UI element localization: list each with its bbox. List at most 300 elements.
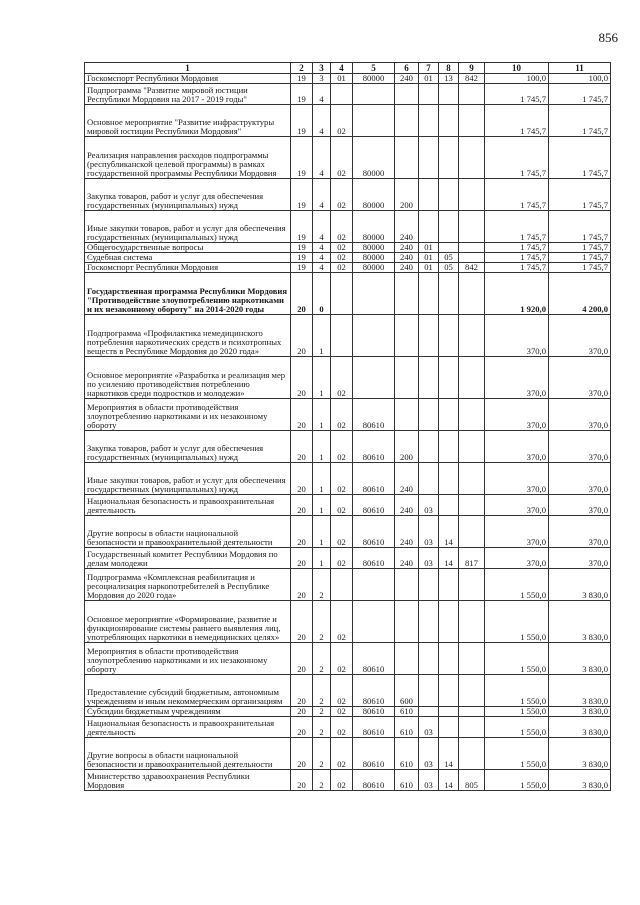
col-7	[419, 84, 439, 105]
col-7	[419, 315, 439, 357]
table-row	[85, 675, 611, 707]
col-8: 05	[439, 263, 459, 273]
col-5: 80000	[353, 137, 395, 179]
col-3: 1	[313, 357, 331, 399]
col-4: 02	[331, 717, 353, 738]
col-4: 02	[331, 601, 353, 643]
col-5: 80610	[353, 516, 395, 548]
col-10-amount: 370,0	[485, 357, 549, 399]
row-name: Судебная система	[85, 253, 291, 263]
col-3: 2	[313, 738, 331, 770]
col-7: 03	[419, 738, 439, 770]
col-2: 19	[291, 243, 313, 253]
col-8	[439, 179, 459, 211]
col-11-amount: 1 745,7	[549, 253, 611, 263]
col-10-amount: 1 550,0	[485, 569, 549, 601]
col-7	[419, 601, 439, 643]
col-3: 4	[313, 211, 331, 243]
col-8: 14	[439, 770, 459, 791]
col-10-amount: 1 920,0	[485, 273, 549, 315]
col-9	[459, 399, 485, 431]
col-4: 02	[331, 548, 353, 569]
col-9	[459, 243, 485, 253]
col-11-amount: 370,0	[549, 357, 611, 399]
col-7: 01	[419, 243, 439, 253]
col-10-amount: 1 550,0	[485, 717, 549, 738]
table-row	[85, 643, 611, 675]
col-5: 80610	[353, 717, 395, 738]
col-8	[439, 717, 459, 738]
col-10-amount: 370,0	[485, 431, 549, 463]
col-6	[395, 315, 419, 357]
col-5	[353, 315, 395, 357]
col-5	[353, 357, 395, 399]
col-4: 02	[331, 770, 353, 791]
row-name: Реализация направления расходов подпрограммы (республиканской целевой программы) в рамках государственной программы Республики Мордовия	[85, 137, 291, 179]
col-3: 4	[313, 263, 331, 273]
col-4: 02	[331, 399, 353, 431]
row-name: Госкомспорт Республики Мордовия	[85, 74, 291, 84]
col-3: 1	[313, 315, 331, 357]
row-name: Субсидии бюджетным учреждениям	[85, 707, 291, 717]
col-3: 1	[313, 463, 331, 495]
col-4: 02	[331, 211, 353, 243]
table-row	[85, 495, 611, 516]
col-10-amount: 1 745,7	[485, 211, 549, 243]
col-10-amount: 1 550,0	[485, 675, 549, 707]
col-4: 02	[331, 463, 353, 495]
col-2: 19	[291, 263, 313, 273]
col-5: 80610	[353, 707, 395, 717]
col-5: 80610	[353, 399, 395, 431]
col-10-amount: 1 745,7	[485, 84, 549, 105]
col-5: 80610	[353, 463, 395, 495]
col-5: 80610	[353, 770, 395, 791]
table-row	[85, 431, 611, 463]
col-4: 02	[331, 243, 353, 253]
row-name: Мероприятия в области противодействия злоупотреблению наркотиками и их незаконному обороту	[85, 399, 291, 431]
col-header: 11	[549, 63, 611, 74]
col-6: 610	[395, 707, 419, 717]
col-6: 240	[395, 253, 419, 263]
col-9	[459, 601, 485, 643]
col-9	[459, 463, 485, 495]
col-2: 20	[291, 431, 313, 463]
col-5: 80610	[353, 431, 395, 463]
col-2: 19	[291, 179, 313, 211]
col-10-amount: 370,0	[485, 516, 549, 548]
table-row	[85, 738, 611, 770]
col-8	[439, 357, 459, 399]
col-3: 1	[313, 516, 331, 548]
col-4	[331, 569, 353, 601]
col-header: 9	[459, 63, 485, 74]
col-2: 20	[291, 707, 313, 717]
col-4: 02	[331, 357, 353, 399]
col-7: 03	[419, 495, 439, 516]
row-name: Закупка товаров, работ и услуг для обеспечения государственных (муниципальных) нужд	[85, 431, 291, 463]
col-10-amount: 1 745,7	[485, 105, 549, 137]
col-4: 02	[331, 137, 353, 179]
col-9	[459, 179, 485, 211]
col-7	[419, 357, 439, 399]
col-3: 2	[313, 675, 331, 707]
col-7	[419, 273, 439, 315]
col-3: 2	[313, 643, 331, 675]
table-row	[85, 770, 611, 791]
table-row	[85, 717, 611, 738]
table-row	[85, 263, 611, 273]
col-9	[459, 516, 485, 548]
col-2: 19	[291, 137, 313, 179]
col-11-amount: 370,0	[549, 315, 611, 357]
col-8: 14	[439, 548, 459, 569]
col-4	[331, 84, 353, 105]
table-row	[85, 707, 611, 717]
col-7: 01	[419, 253, 439, 263]
col-2: 20	[291, 601, 313, 643]
col-5: 80000	[353, 253, 395, 263]
col-11-amount: 370,0	[549, 548, 611, 569]
col-8	[439, 105, 459, 137]
col-3: 1	[313, 548, 331, 569]
col-4: 02	[331, 675, 353, 707]
col-header: 10	[485, 63, 549, 74]
col-8: 05	[439, 253, 459, 263]
row-name: Основное мероприятие «Разработка и реализация мер по усилению противодействия потреблению наркотиков среди подростков и молодежи»	[85, 357, 291, 399]
col-2: 20	[291, 273, 313, 315]
col-3: 2	[313, 770, 331, 791]
col-11-amount: 4 200,0	[549, 273, 611, 315]
col-2: 20	[291, 516, 313, 548]
col-2: 20	[291, 569, 313, 601]
col-9	[459, 495, 485, 516]
col-9	[459, 211, 485, 243]
col-2: 19	[291, 84, 313, 105]
row-name: Иные закупки товаров, работ и услуг для обеспечения государственных (муниципальных) нужд	[85, 211, 291, 243]
col-10-amount: 1 745,7	[485, 243, 549, 253]
col-3: 1	[313, 431, 331, 463]
col-11-amount: 3 830,0	[549, 675, 611, 707]
col-2: 19	[291, 74, 313, 84]
col-11-amount: 370,0	[549, 463, 611, 495]
row-name: Подпрограмма "Развитие мировой юстиции Республики Мордовия на 2017 - 2019 годы"	[85, 84, 291, 105]
row-name: Предоставление субсидий бюджетным, автономным учреждениям и иным некоммерческим организациям	[85, 675, 291, 707]
table-row	[85, 211, 611, 243]
col-9	[459, 105, 485, 137]
col-9	[459, 431, 485, 463]
col-10-amount: 1 550,0	[485, 738, 549, 770]
col-6: 200	[395, 179, 419, 211]
col-7	[419, 179, 439, 211]
col-11-amount: 370,0	[549, 431, 611, 463]
col-9	[459, 137, 485, 179]
table-row	[85, 399, 611, 431]
table-row	[85, 569, 611, 601]
col-3: 3	[313, 74, 331, 84]
table-row	[85, 243, 611, 253]
col-3: 4	[313, 253, 331, 263]
row-name: Основное мероприятие "Развитие инфраструктуры мировой юстиции Республики Мордовия"	[85, 105, 291, 137]
col-3: 4	[313, 137, 331, 179]
col-4: 02	[331, 738, 353, 770]
col-2: 19	[291, 253, 313, 263]
col-8	[439, 643, 459, 675]
col-7: 01	[419, 263, 439, 273]
table-row	[85, 273, 611, 315]
col-header: 2	[291, 63, 313, 74]
col-4: 02	[331, 516, 353, 548]
col-10-amount: 100,0	[485, 74, 549, 84]
row-name: Другие вопросы в области национальной безопасности и правоохранительной деятельности	[85, 516, 291, 548]
col-8	[439, 243, 459, 253]
col-2: 20	[291, 399, 313, 431]
col-3: 1	[313, 495, 331, 516]
col-3: 4	[313, 84, 331, 105]
col-5: 80000	[353, 74, 395, 84]
col-8	[439, 569, 459, 601]
col-6	[395, 84, 419, 105]
col-9	[459, 357, 485, 399]
col-header: 4	[331, 63, 353, 74]
row-name: Национальная безопасность и правоохранительная деятельность	[85, 495, 291, 516]
col-9: 805	[459, 770, 485, 791]
col-2: 20	[291, 357, 313, 399]
col-5: 80610	[353, 548, 395, 569]
col-6: 610	[395, 770, 419, 791]
col-10-amount: 1 550,0	[485, 601, 549, 643]
col-6	[395, 569, 419, 601]
col-2: 20	[291, 643, 313, 675]
row-name: Другие вопросы в области национальной безопасности и правоохранительной деятельности	[85, 738, 291, 770]
col-3: 0	[313, 273, 331, 315]
col-10-amount: 1 745,7	[485, 263, 549, 273]
col-8: 13	[439, 74, 459, 84]
col-header: 6	[395, 63, 419, 74]
col-6	[395, 357, 419, 399]
col-11-amount: 1 745,7	[549, 137, 611, 179]
row-name: Мероприятия в области противодействия злоупотреблению наркотиками и их незаконному обороту	[85, 643, 291, 675]
col-6	[395, 399, 419, 431]
table-row	[85, 516, 611, 548]
col-8	[439, 675, 459, 707]
col-4: 02	[331, 263, 353, 273]
col-11-amount: 1 745,7	[549, 179, 611, 211]
col-10-amount: 1 550,0	[485, 643, 549, 675]
table-row	[85, 84, 611, 105]
col-7: 03	[419, 717, 439, 738]
col-8	[439, 399, 459, 431]
col-3: 2	[313, 707, 331, 717]
row-name: Подпрограмма «Комплексная реабилитация и ресоциализация наркопотребителей в Республике Мордовия до 2020 года»	[85, 569, 291, 601]
col-8	[439, 211, 459, 243]
col-11-amount: 1 745,7	[549, 263, 611, 273]
col-7	[419, 643, 439, 675]
col-7	[419, 675, 439, 707]
col-10-amount: 370,0	[485, 495, 549, 516]
col-8	[439, 431, 459, 463]
col-6	[395, 137, 419, 179]
col-7: 01	[419, 74, 439, 84]
col-9	[459, 707, 485, 717]
col-9	[459, 643, 485, 675]
col-11-amount: 370,0	[549, 495, 611, 516]
col-2: 19	[291, 105, 313, 137]
table-row	[85, 137, 611, 179]
col-7	[419, 707, 439, 717]
col-8	[439, 273, 459, 315]
col-6: 610	[395, 717, 419, 738]
col-7	[419, 569, 439, 601]
row-name: Государственная программа Республики Мордовия "Противодействие злоупотреблению наркотиками и их незаконному обороту" на 2014-2020 годы	[85, 273, 291, 315]
col-8	[439, 495, 459, 516]
row-name: Государственный комитет Республики Мордовия по делам молодежи	[85, 548, 291, 569]
col-7: 03	[419, 770, 439, 791]
col-7	[419, 431, 439, 463]
row-name: Министерство здравоохранения Республики Мордовия	[85, 770, 291, 791]
col-4: 01	[331, 74, 353, 84]
col-6	[395, 273, 419, 315]
col-4: 02	[331, 431, 353, 463]
col-5	[353, 569, 395, 601]
col-5: 80610	[353, 495, 395, 516]
col-9	[459, 569, 485, 601]
col-4: 02	[331, 495, 353, 516]
col-6	[395, 643, 419, 675]
col-5: 80000	[353, 211, 395, 243]
row-name: Национальная безопасность и правоохранительная деятельность	[85, 717, 291, 738]
table-row	[85, 548, 611, 569]
col-4: 02	[331, 707, 353, 717]
col-header: 3	[313, 63, 331, 74]
col-2: 20	[291, 675, 313, 707]
header-row	[85, 63, 611, 74]
row-name: Иные закупки товаров, работ и услуг для обеспечения государственных (муниципальных) нужд	[85, 463, 291, 495]
col-4: 02	[331, 643, 353, 675]
col-8: 14	[439, 738, 459, 770]
col-4: 02	[331, 179, 353, 211]
col-5	[353, 601, 395, 643]
col-7	[419, 463, 439, 495]
col-2: 20	[291, 548, 313, 569]
row-name: Закупка товаров, работ и услуг для обеспечения государственных (муниципальных) нужд	[85, 179, 291, 211]
col-6: 240	[395, 463, 419, 495]
col-5: 80000	[353, 179, 395, 211]
col-10-amount: 370,0	[485, 399, 549, 431]
col-11-amount: 3 830,0	[549, 717, 611, 738]
col-9	[459, 315, 485, 357]
col-header: 5	[353, 63, 395, 74]
col-8	[439, 137, 459, 179]
table-row	[85, 601, 611, 643]
col-11-amount: 1 745,7	[549, 105, 611, 137]
col-10-amount: 370,0	[485, 315, 549, 357]
col-2: 20	[291, 463, 313, 495]
col-6: 240	[395, 263, 419, 273]
col-6	[395, 105, 419, 137]
col-7: 03	[419, 548, 439, 569]
col-11-amount: 3 830,0	[549, 569, 611, 601]
col-5: 80000	[353, 263, 395, 273]
col-11-amount: 3 830,0	[549, 770, 611, 791]
col-5: 80000	[353, 243, 395, 253]
col-6: 240	[395, 495, 419, 516]
col-2: 20	[291, 738, 313, 770]
col-6: 200	[395, 431, 419, 463]
col-11-amount: 3 830,0	[549, 643, 611, 675]
col-5	[353, 273, 395, 315]
col-10-amount: 1 745,7	[485, 137, 549, 179]
row-name: Основное мероприятие «Формирование, развитие и функционирование системы раннего выявления лиц, употребляющих наркотики в немедицинских целях»	[85, 601, 291, 643]
col-6: 240	[395, 548, 419, 569]
col-3: 1	[313, 399, 331, 431]
col-header: 8	[439, 63, 459, 74]
col-6: 240	[395, 516, 419, 548]
table-row	[85, 357, 611, 399]
col-9	[459, 675, 485, 707]
col-9: 817	[459, 548, 485, 569]
col-6: 240	[395, 74, 419, 84]
col-5: 80610	[353, 675, 395, 707]
col-8	[439, 315, 459, 357]
col-7	[419, 105, 439, 137]
col-3: 2	[313, 717, 331, 738]
col-header: 1	[85, 63, 291, 74]
table-row	[85, 315, 611, 357]
col-3: 4	[313, 105, 331, 137]
col-6	[395, 601, 419, 643]
col-9	[459, 273, 485, 315]
col-7	[419, 399, 439, 431]
col-6: 240	[395, 243, 419, 253]
col-3: 2	[313, 569, 331, 601]
col-4: 02	[331, 105, 353, 137]
col-3: 4	[313, 179, 331, 211]
table-row	[85, 179, 611, 211]
col-8: 14	[439, 516, 459, 548]
col-9: 842	[459, 74, 485, 84]
col-9: 842	[459, 263, 485, 273]
col-7	[419, 137, 439, 179]
page-number: 856	[598, 30, 618, 45]
col-4	[331, 273, 353, 315]
col-10-amount: 1 550,0	[485, 770, 549, 791]
col-11-amount: 1 745,7	[549, 84, 611, 105]
col-2: 20	[291, 495, 313, 516]
row-name: Госкомспорт Республики Мордовия	[85, 263, 291, 273]
row-name: Подпрограмма «Профилактика немедицинского потребления наркотических средств и психотропных веществ в Республике Мордовия до 2020 года»	[85, 315, 291, 357]
col-7: 03	[419, 516, 439, 548]
col-11-amount: 100,0	[549, 74, 611, 84]
col-8	[439, 463, 459, 495]
col-8	[439, 84, 459, 105]
col-11-amount: 370,0	[549, 516, 611, 548]
col-10-amount: 370,0	[485, 463, 549, 495]
col-11-amount: 370,0	[549, 399, 611, 431]
col-9	[459, 84, 485, 105]
col-7	[419, 211, 439, 243]
col-header: 7	[419, 63, 439, 74]
col-11-amount: 3 830,0	[549, 707, 611, 717]
col-4: 02	[331, 253, 353, 263]
col-10-amount: 370,0	[485, 548, 549, 569]
col-2: 20	[291, 770, 313, 791]
col-9	[459, 717, 485, 738]
col-11-amount: 3 830,0	[549, 738, 611, 770]
col-2: 20	[291, 315, 313, 357]
col-10-amount: 1 745,7	[485, 253, 549, 263]
row-name: Общегосударственные вопросы	[85, 243, 291, 253]
